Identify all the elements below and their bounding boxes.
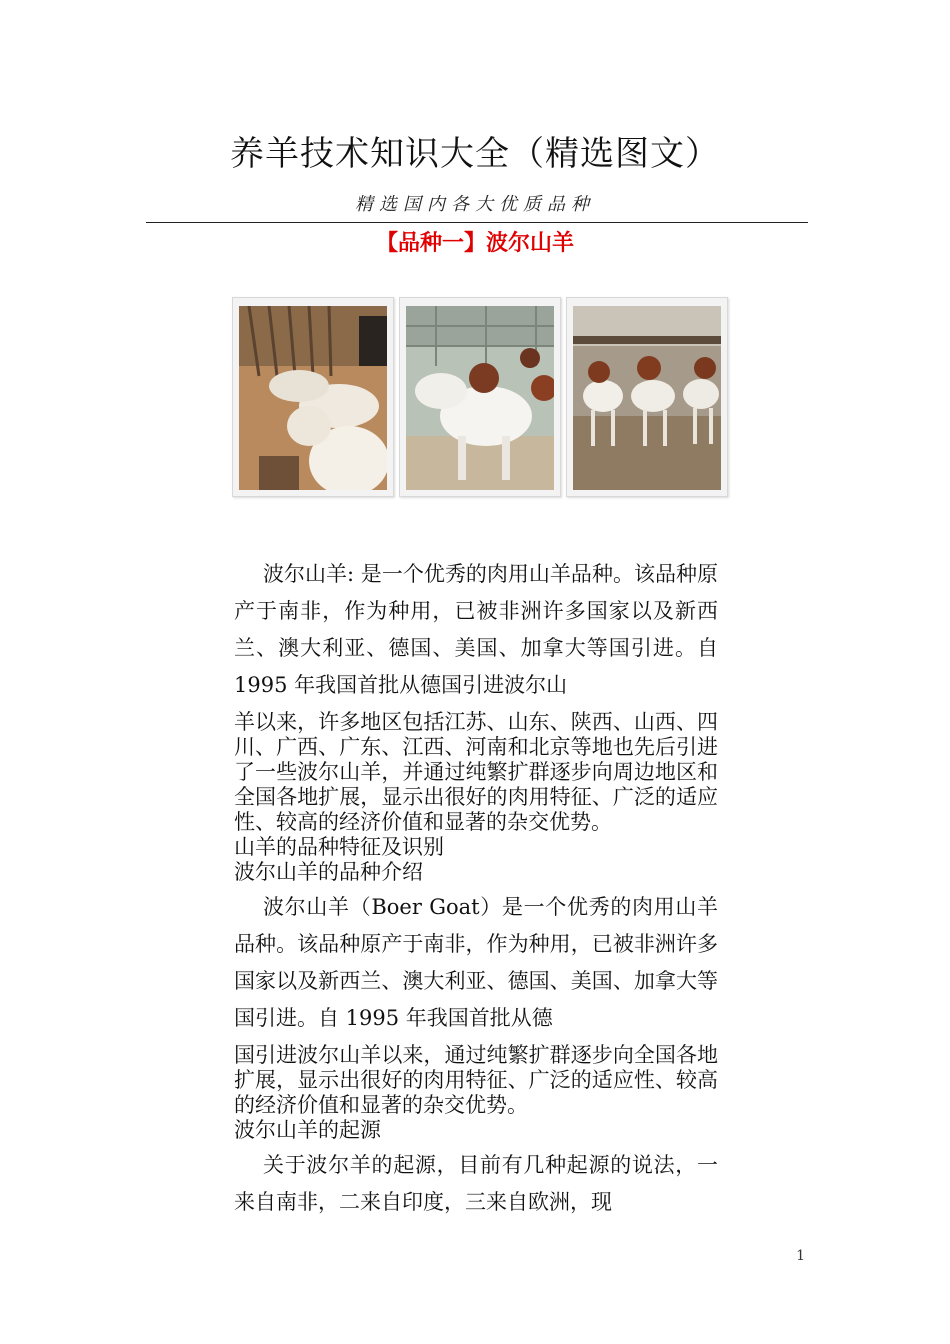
page-number: 1 [796,1248,805,1264]
paragraph-boer-intro-part-2: 国引进波尔山羊以来，通过纯繁扩群逐步向全国各地扩展，显示出很好的肉用特征、广泛的适应性、较高的经济价值和显著的杂交优势。 [234,1043,718,1117]
paragraph-intro-part-1: 波尔山羊: 是一个优秀的肉用山羊品种。该品种原产于南非，作为种用，已被非洲许多国家以及新西兰、澳大利亚、德国、美国、加拿大等国引进。自 1995 年我国首批从德国引进波尔山 [234,562,718,697]
photo-strip [232,297,726,497]
goat-feeding-pen-photo [232,297,394,497]
boer-goats-yard-photo [566,297,728,497]
document-body [234,556,718,1221]
document-title: 养羊技术知识大全（精选图文） [230,134,720,174]
subheading-boer-intro: 波尔山羊的品种介绍 [234,860,423,884]
goat-photo-1-image [239,306,387,490]
document-subtitle: 精选国内各大优质品种 [355,194,595,215]
title-divider [146,222,808,223]
goat-photo-2-image [406,306,554,490]
boer-goats-fence-photo [399,297,561,497]
subheading-breed-features: 山羊的品种特征及识别 [234,835,444,859]
goat-photo-3-image [573,306,721,490]
paragraph-origin: 关于波尔羊的起源，目前有几种起源的说法，一来自南非，二来自印度，三来自欧洲，现 [234,1153,718,1214]
paragraph-boer-intro-part-1: 波尔山羊（Boer Goat）是一个优秀的肉用山羊品种。该品种原产于南非，作为种用，已被非洲许多国家以及新西兰、澳大利亚、德国、美国、加拿大等国引进。自 1995 年我国首批从德 [234,895,718,1030]
subheading-boer-origin: 波尔山羊的起源 [234,1118,381,1142]
section-heading: 【品种一】波尔山羊 [375,231,574,256]
paragraph-intro-part-2: 羊以来，许多地区包括江苏、山东、陕西、山西、四川、广西、广东、江西、河南和北京等地也先后引进了一些波尔山羊，并通过纯繁扩群逐步向周边地区和全国各地扩展，显示出很好的肉用特征、广泛的适应性、较高的经济价值和显著的杂交优势。 [234,710,718,834]
